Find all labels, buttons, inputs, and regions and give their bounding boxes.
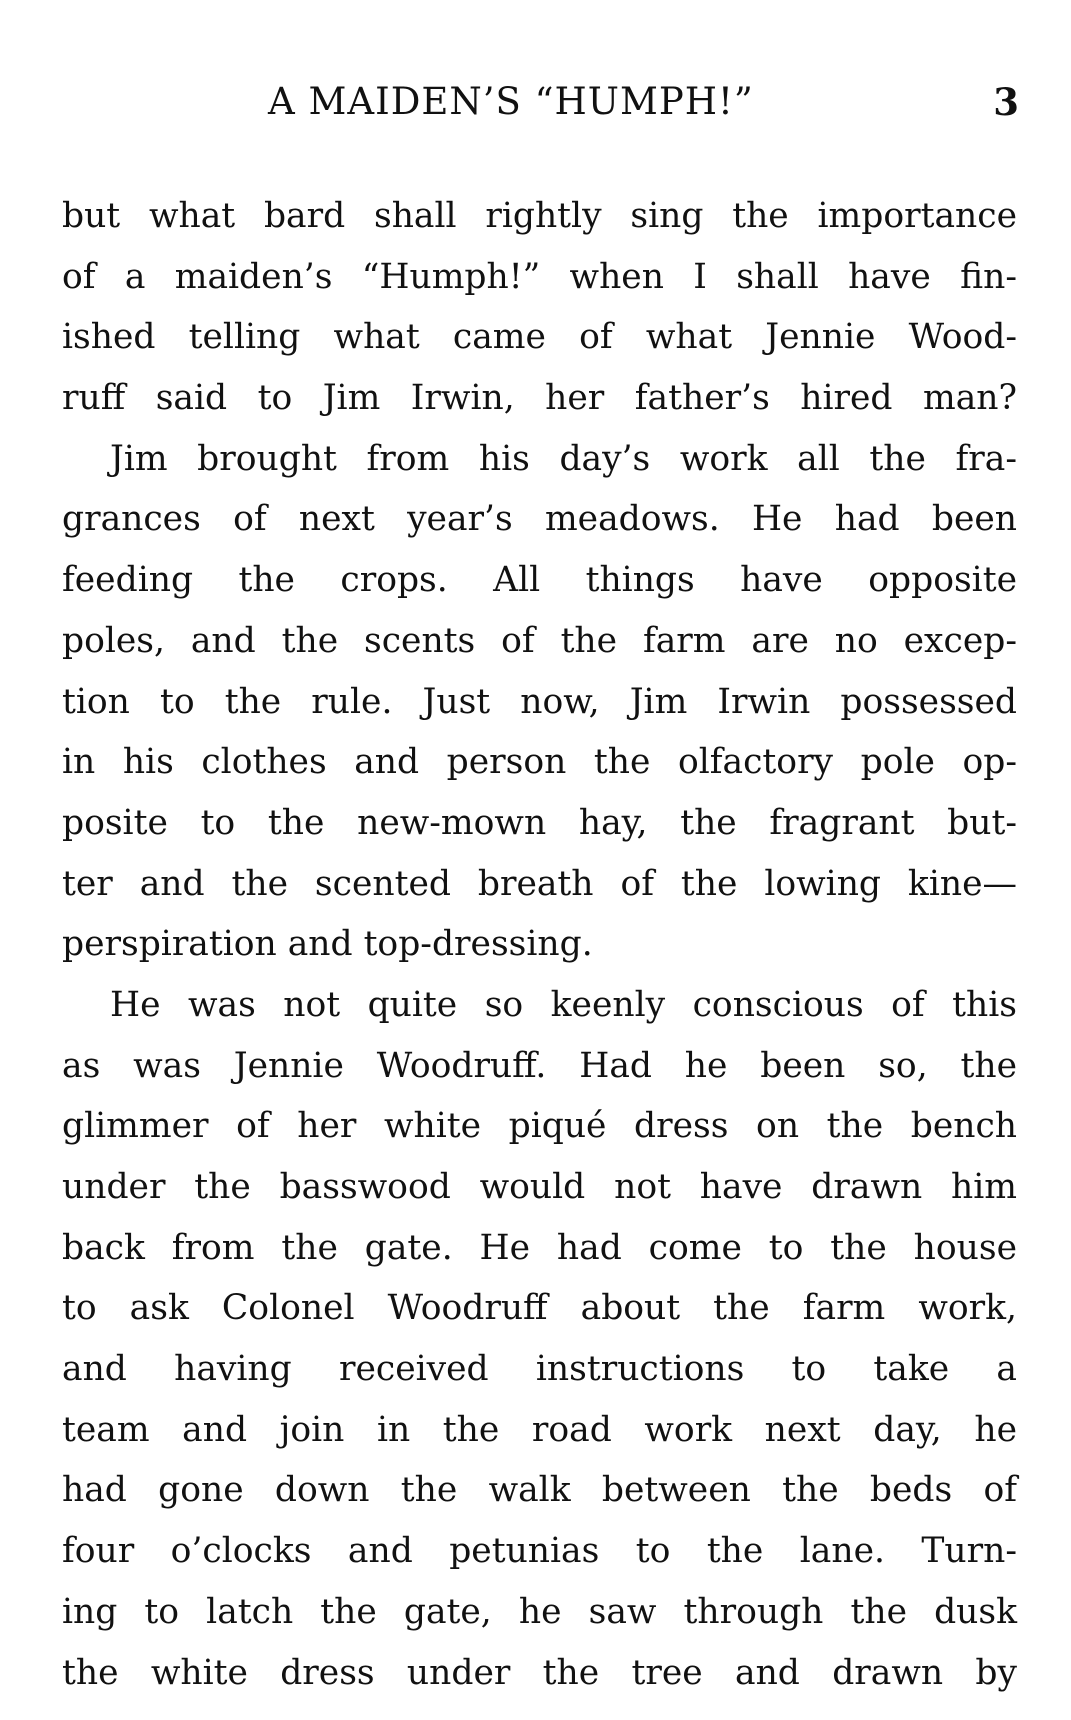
running-title: A MAIDEN’S “HUMPH!” [268, 80, 754, 123]
text-line: ing to latch the gate, he saw through the dusk [62, 1591, 1017, 1632]
text-line: ruff said to Jim Irwin, her father’s hired man? [62, 378, 1017, 419]
text-line: the white dress under the tree and drawn by [62, 1652, 1017, 1693]
text-line: under the basswood would not have drawn him [62, 1167, 1017, 1207]
text-line: poles, and the scents of the farm are no excep- [62, 620, 1017, 661]
text-line: as was Jennie Woodruff. Had he been so, the [62, 1045, 1017, 1086]
text-line: posite to the new-mown hay, the fragrant but- [62, 802, 1017, 843]
text-line: but what bard shall rightly sing the importance [62, 196, 1017, 236]
text-line: four o’clocks and petunias to the lane. Turn- [62, 1531, 1017, 1572]
text-line: to ask Colonel Woodruff about the farm work, [62, 1288, 1017, 1329]
body-text [62, 186, 1017, 1703]
text-line: had gone down the walk between the beds of [62, 1470, 1017, 1511]
text-line: of a maiden’s “Humph!” when I shall have fin- [62, 256, 1017, 297]
text-line: back from the gate. He had come to the house [62, 1227, 1017, 1268]
text-line: feeding the crops. All things have opposite [62, 560, 1017, 601]
text-line: glimmer of her white piqué dress on the bench [62, 1106, 1017, 1147]
text-line: Jim brought from his day’s work all the fra- [110, 438, 1017, 479]
paragraph-2 [62, 429, 1017, 975]
paragraph-1 [62, 186, 1017, 429]
running-header [0, 80, 1071, 140]
text-line: in his clothes and person the olfactory pole op- [62, 742, 1017, 783]
text-line: grances of next year’s meadows. He had been [62, 499, 1017, 540]
text-line: ter and the scented breath of the lowing kine— [62, 863, 1017, 904]
text-line: tion to the rule. Just now, Jim Irwin possessed [62, 681, 1017, 722]
page-number: 3 [993, 80, 1019, 124]
paragraph-3 [62, 975, 1017, 1703]
text-line: perspiration and top-dressing. [62, 924, 593, 965]
text-line: He was not quite so keenly conscious of this [110, 984, 1017, 1025]
text-line: team and join in the road work next day, he [62, 1409, 1017, 1450]
text-line: and having received instructions to take a [62, 1349, 1017, 1390]
text-line: ished telling what came of what Jennie Wood- [62, 317, 1017, 358]
